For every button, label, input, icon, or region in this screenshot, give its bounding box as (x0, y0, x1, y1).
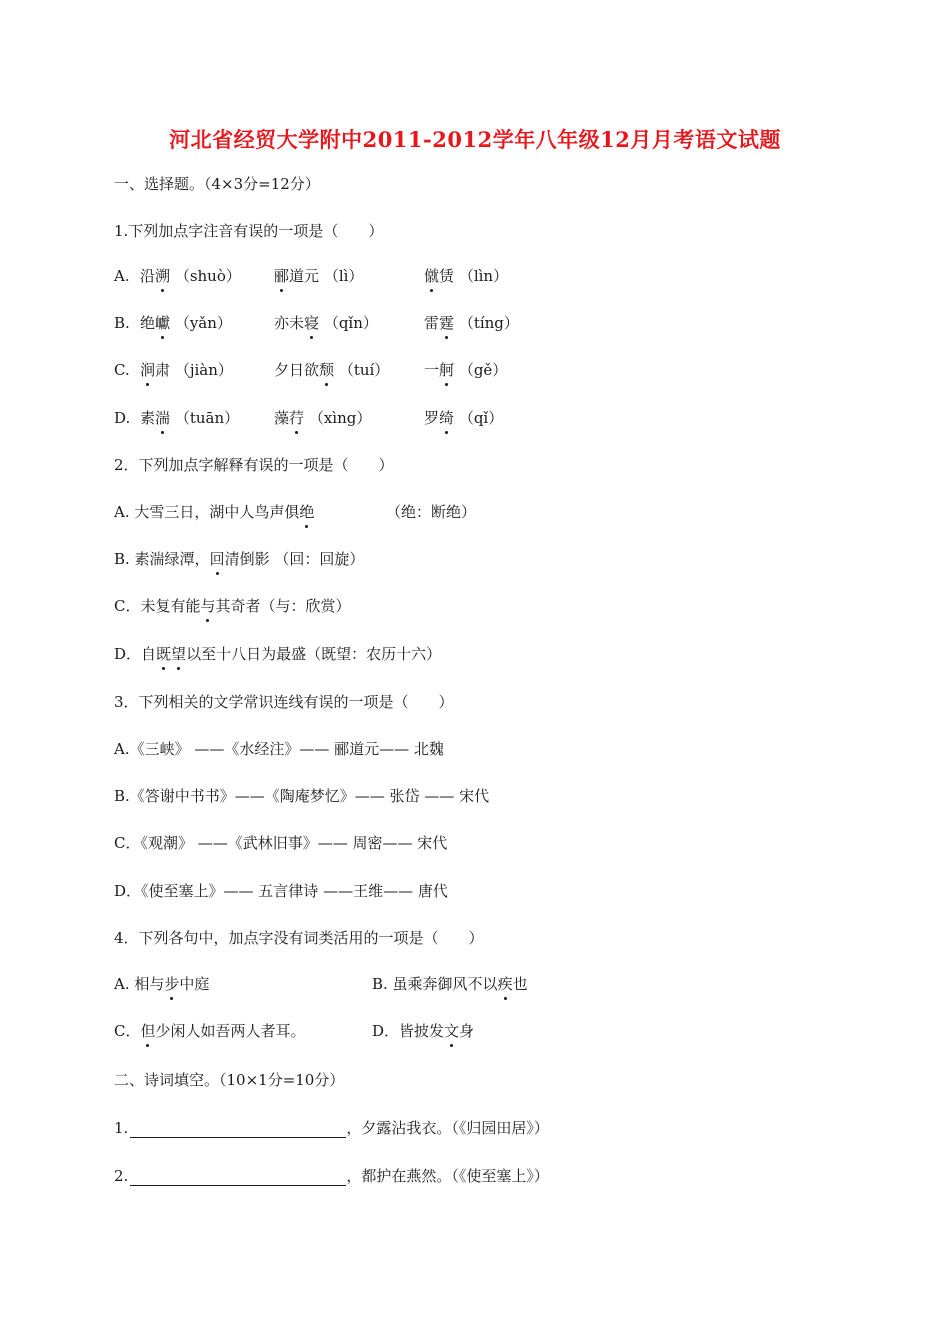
answer-blank[interactable] (130, 1170, 346, 1186)
q4-options-ab (114, 974, 814, 996)
option-item: 夕日欲颓 （tuí） (274, 361, 390, 379)
option-note: （绝：断绝） (386, 503, 477, 521)
answer-blank[interactable] (130, 1122, 346, 1138)
q2-option-b: B. 素湍绿潭，回清倒影 （回：回旋） (114, 550, 365, 568)
option-item: 郦道元 （lì） (274, 267, 364, 285)
option-item: 藻荇 （xìng） (274, 409, 372, 427)
option-item: 绝巘 （yǎn） (140, 314, 232, 332)
option-item: 罗绮 （qǐ） (424, 409, 504, 427)
option-label: B. (114, 314, 130, 332)
option-item: 沿溯 （shuò） (140, 267, 241, 285)
q2-option-a: A. 大雪三日，湖中人鸟声俱绝 （绝：断绝） (114, 503, 477, 521)
option-item: 雷霆 （tíng） (424, 314, 519, 332)
question-1-stem: 1.下列加点字注音有误的一项是（ ） (114, 222, 384, 240)
q3-option-a: A.《三峡》 ——《水经注》—— 郦道元—— 北魏 (114, 740, 444, 758)
option-item: 僦赁 （lìn） (424, 267, 509, 285)
section-heading-poetry: 二、诗词填空。（10×1分=10分） (114, 1071, 345, 1089)
option-label: A. (114, 267, 130, 285)
q1-option-b (114, 313, 814, 335)
question-2-stem: 2．下列加点字解释有误的一项是（ ） (114, 456, 394, 474)
q3-option-b: B.《答谢中书书》——《陶庵梦忆》—— 张岱 —— 宋代 (114, 787, 490, 805)
q3-option-c: C．《观潮》 ——《武林旧事》—— 周密—— 宋代 (114, 834, 448, 852)
q1-option-c (114, 360, 814, 382)
q3-option-d: D．《使至塞上》—— 五言律诗 ——王维—— 唐代 (114, 882, 448, 900)
q4-option-c: C．但少闲人如吾两人者耳。 (114, 1022, 306, 1040)
question-4-stem: 4．下列各句中，加点字没有词类活用的一项是（ ） (114, 929, 484, 947)
fill-blank-2: 2. ，都护在燕然。（《使至塞上》） (114, 1167, 549, 1185)
option-item: 亦未寝 （qǐn） (274, 314, 378, 332)
q1-option-a (114, 266, 814, 288)
option-label: D. (114, 409, 131, 427)
option-item: 一舸 （gě） (424, 361, 508, 379)
option-item: 素湍 （tuān） (140, 409, 240, 427)
q1-option-d (114, 408, 814, 430)
question-3-stem: 3．下列相关的文学常识连线有误的一项是（ ） (114, 693, 454, 711)
q4-options-cd (114, 1021, 814, 1043)
option-item: 涧肃 （jiàn） (140, 361, 233, 379)
q4-option-a: A. 相与步中庭 (114, 975, 210, 993)
q4-option-b: B. 虽乘奔御风不以疾也 (372, 975, 528, 993)
q4-option-d: D．皆披发文身 (372, 1022, 475, 1040)
section-heading-choice: 一、选择题。（4×3分=12分） (114, 175, 320, 193)
q2-option-d: D．自既望以至十八日为最盛（既望：农历十六） (114, 645, 442, 663)
option-label: C. (114, 361, 130, 379)
fill-blank-1: 1. ，夕露沾我衣。（《归园田居》） (114, 1119, 549, 1137)
page-title: 河北省经贸大学附中2011-2012学年八年级12月月考语文试题 (169, 127, 781, 152)
q2-option-c: C．未复有能与其奇者（与：欣赏） (114, 597, 351, 615)
